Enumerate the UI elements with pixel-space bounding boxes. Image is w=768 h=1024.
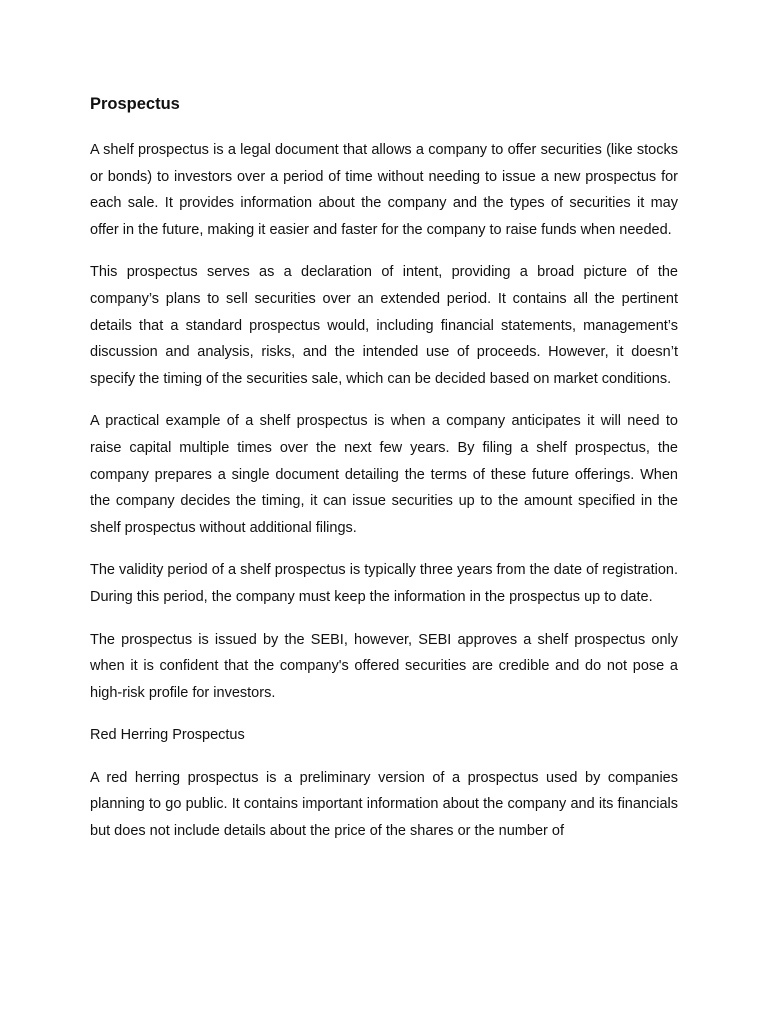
- paragraph-declaration-of-intent: This prospectus serves as a declaration of intent, providing a broad picture of the company’s plans to sell securities over an extended period. It contains all the pertinent details that a standard prospectus would, including financial statements, management’s discussion and analysis, risks, and the intended use of proceeds. However, it doesn’t specify the timing of the securities sale, which can be decided based on market conditions.: [90, 264, 678, 387]
- paragraph-shelf-definition: A shelf prospectus is a legal document that allows a company to offer securities (like stocks or bonds) to investors over a period of time without needing to issue a new prospectus for each sale. It provides information about the company and the types of securities it may offer in the future, making it easier and faster for the company to raise funds when needed.: [90, 142, 678, 238]
- paragraph-red-herring-definition: A red herring prospectus is a preliminary version of a prospectus used by companies planning to go public. It contains important information about the company and its financials but does not include details about the price of the shares or the number of: [90, 769, 678, 840]
- paragraph-sebi-approval: The prospectus is issued by the SEBI, however, SEBI approves a shelf prospectus only when it is confident that the company's offered securities are credible and do not pose a high-risk profile for investors.: [90, 631, 678, 701]
- section-heading-red-herring: Red Herring Prospectus: [90, 727, 245, 744]
- paragraph-practical-example: A practical example of a shelf prospectus is when a company anticipates it will need to raise capital multiple times over the next few years. By filing a shelf prospectus, the company prepares a single document detailing the terms of these future offerings. When the company decides the timing, it can issue securities up to the amount specified in the shelf prospectus without additional filings.: [90, 413, 678, 536]
- paragraph-validity-period: The validity period of a shelf prospectus is typically three years from the date of registration. During this period, the company must keep the information in the prospectus up to date.: [90, 562, 678, 605]
- document-body: [90, 92, 678, 861]
- page-title: Prospectus: [90, 95, 180, 113]
